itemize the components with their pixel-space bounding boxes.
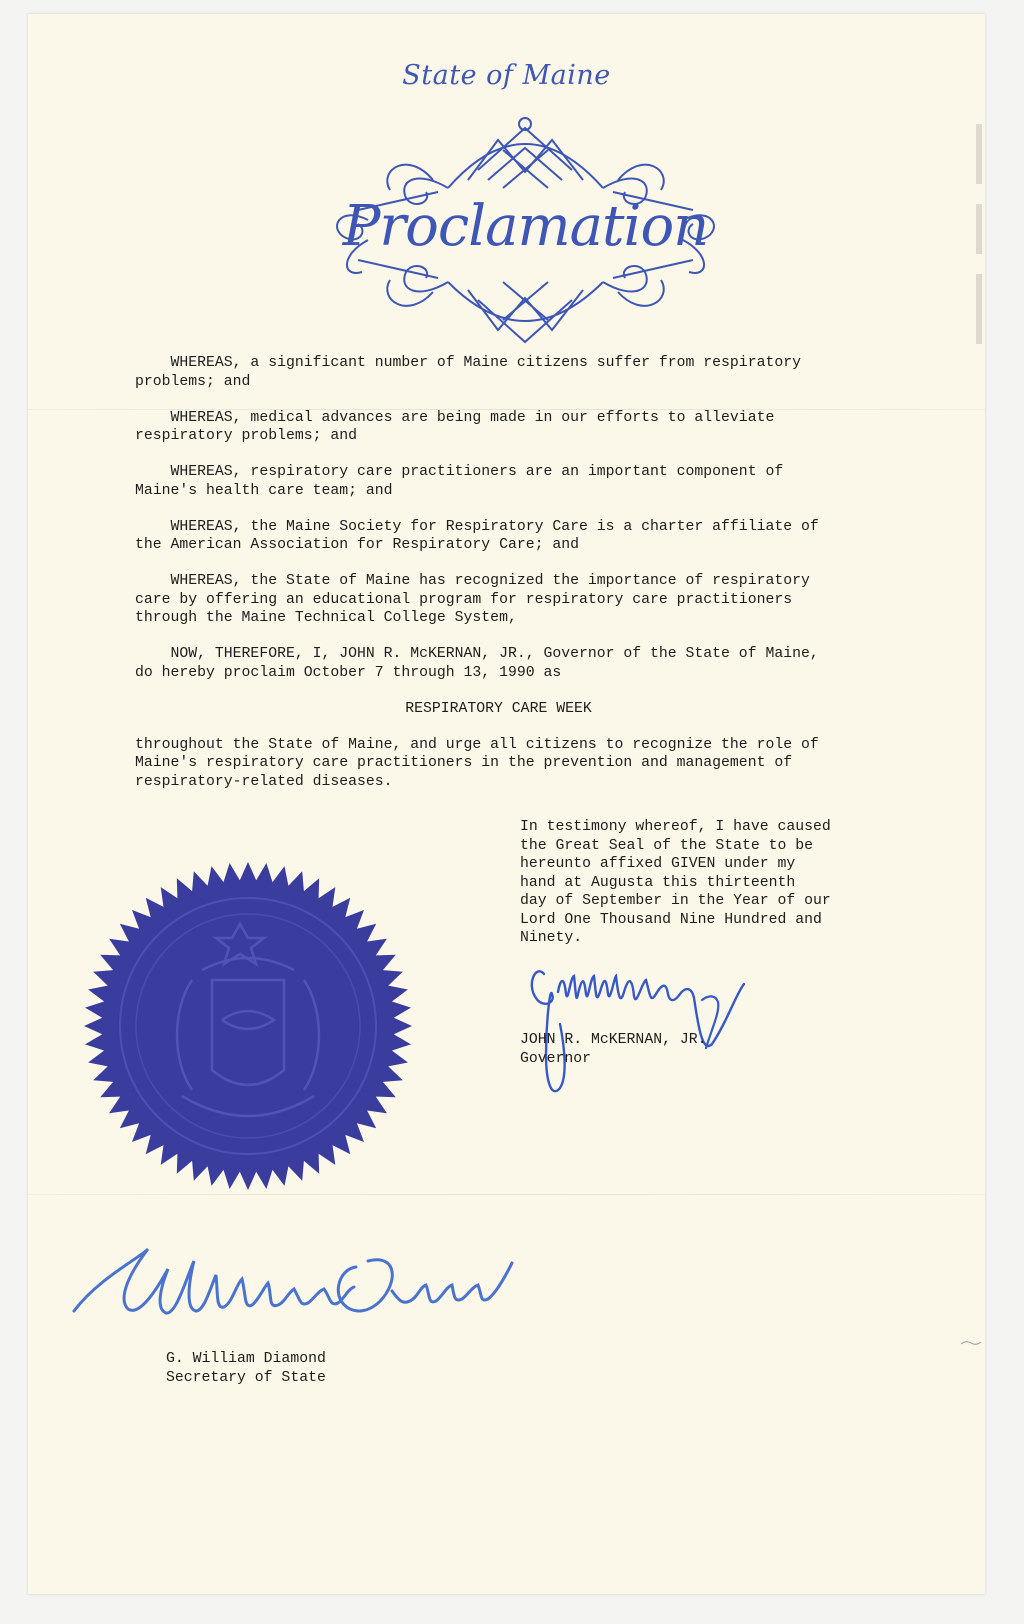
pencil-mark-icon xyxy=(960,1339,982,1347)
proclamation-document xyxy=(28,14,985,1594)
therefore-paragraph: NOW, THEREFORE, I, JOHN R. McKERNAN, JR., Governor of the State of Maine, do hereby proclaim October 7 through 13, 1990 as xyxy=(135,646,819,681)
governor-title: Governor xyxy=(520,1050,592,1067)
secretary-signature xyxy=(68,1239,518,1349)
state-title: State of Maine xyxy=(402,60,611,91)
secretary-block xyxy=(166,1350,326,1387)
paper-fold-line xyxy=(28,1194,985,1195)
archive-stamp-icon xyxy=(973,124,987,344)
whereas-paragraph: WHEREAS, the State of Maine has recognized the importance of respiratory care by offering an educational program for respiratory care practitioners through the Maine Technical College System, xyxy=(135,573,810,626)
whereas-paragraph: WHEREAS, a significant number of Maine citizens suffer from respiratory problems; and xyxy=(135,355,801,390)
governor-block xyxy=(520,1031,706,1068)
great-seal-icon xyxy=(82,860,414,1192)
proclamation-crest xyxy=(328,110,723,350)
week-title: RESPIRATORY CARE WEEK xyxy=(405,700,592,717)
whereas-paragraph: WHEREAS, medical advances are being made in our efforts to alleviate respiratory problems; and xyxy=(135,409,775,444)
proclamation-title: Proclamation xyxy=(342,194,709,259)
governor-name: JOHN R. McKERNAN, JR. xyxy=(520,1032,707,1048)
secretary-name: G. William Diamond xyxy=(166,1351,326,1367)
testimony-block: In testimony whereof, I have caused the Great Seal of the State to be hereunto affixed GIVEN under my hand at Augusta this thirteenth day of September in the Year of our Lord One Thousand Nine Hundred and Ninety. xyxy=(520,819,831,946)
whereas-paragraph: WHEREAS, the Maine Society for Respiratory Care is a charter affiliate of the American Association for Respiratory Care; and xyxy=(135,518,819,553)
closing-paragraph: throughout the State of Maine, and urge all citizens to recognize the role of Maine's respiratory care practitioners in the prevention and management of respiratory-related diseases. xyxy=(135,736,819,790)
secretary-signature-icon xyxy=(68,1239,518,1349)
secretary-title: Secretary of State xyxy=(166,1369,326,1386)
proclamation-body xyxy=(135,354,862,809)
whereas-paragraph: WHEREAS, respiratory care practitioners are an important component of Maine's health care team; and xyxy=(135,464,784,499)
